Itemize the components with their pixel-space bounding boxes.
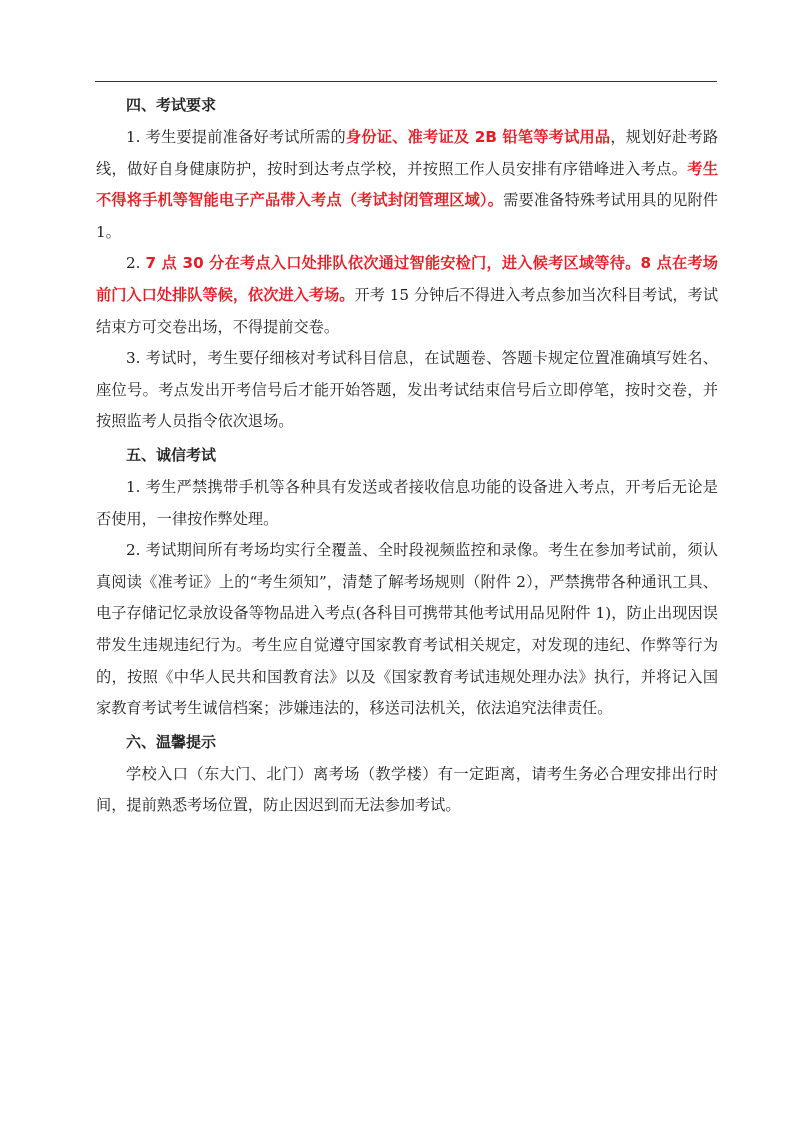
text-run: 学校入口（东大门、北门）离考场（教学楼）有一定距离，请考生务必合理安排出行时间，提前熟悉考场位置，防止因迟到而无法参加考试。 (96, 764, 718, 815)
text-run: 2. (126, 254, 146, 273)
section-heading: 四、考试要求 (126, 96, 217, 114)
paragraph (96, 248, 718, 343)
text-run: 开考 15 分钟后不得进入考点参加当次科目考试，考试结束方可交卷出场，不得提前交卷。 (96, 285, 719, 336)
section (96, 727, 718, 822)
highlighted-text: 考生不得将手机等智能电子产品带入考点（考试封闭管理区域）。 (96, 159, 719, 210)
text-run: 1. 考生要提前准备好考试所需的 (126, 128, 346, 146)
document-body (96, 88, 718, 822)
paragraph (96, 122, 718, 248)
paragraph (96, 759, 718, 822)
section-heading: 五、诚信考试 (126, 445, 217, 464)
section-heading: 六、温馨提示 (126, 732, 217, 751)
highlighted-text: 7 点 30 分在考点入口处排队依次通过智能安检门，进入候考区域等待。8 点在考场前门入口处排队等候，依次进入考场。 (96, 254, 718, 304)
paragraph (96, 472, 718, 535)
text-run: 1. 考生严禁携带手机等各种具有发送或者接收信息功能的设备进入考点，开考后无论是否使用，一律按作弊处理。 (96, 477, 718, 528)
text-run: 需要准备特殊考试用具的见附件 1。 (96, 191, 718, 241)
section (96, 440, 718, 725)
text-run: 2. 考试期间所有考场均实行全覆盖、全时段视频监控和录像。考生在参加考试前，须认真阅读《准考证》上的“考生须知”，清楚了解考场规则（附件 2），严禁携带各种通讯工具、电子存储记忆录放设备等物品进入考点(各科目可携带其他考试用品见附件 1)，防止出现因误带发生违规违纪行为。考生应自觉遵守国家教育考试相关规定，对发现的违纪、作弊等行为的，按照《中华人民共和国教育法》以及《国家教育考试违规处理办法》执行，并将记入国家教育考试考生诚信档案；涉嫌违法的，移送司法机关，依法追究法律责任。 (96, 541, 718, 718)
paragraph (96, 343, 718, 438)
paragraph (96, 535, 718, 725)
header-rule (95, 81, 717, 82)
text-run: ，规划好赴考路线，做好自身健康防护，按时到达考点学校，并按照工作人员安排有序错峰进入考点。 (96, 128, 719, 178)
section (96, 90, 718, 438)
highlighted-text: 身份证、准考证及 2B 铅笔等考试用品 (345, 128, 611, 146)
text-run: 3. 考试时，考生要仔细核对考试科目信息，在试题卷、答题卡规定位置准确填写姓名、座位号。考点发出开考信号后才能开始答题，发出考试结束信号后立即停笔，按时交卷，并按照监考人员指令依次退场。 (96, 349, 718, 431)
